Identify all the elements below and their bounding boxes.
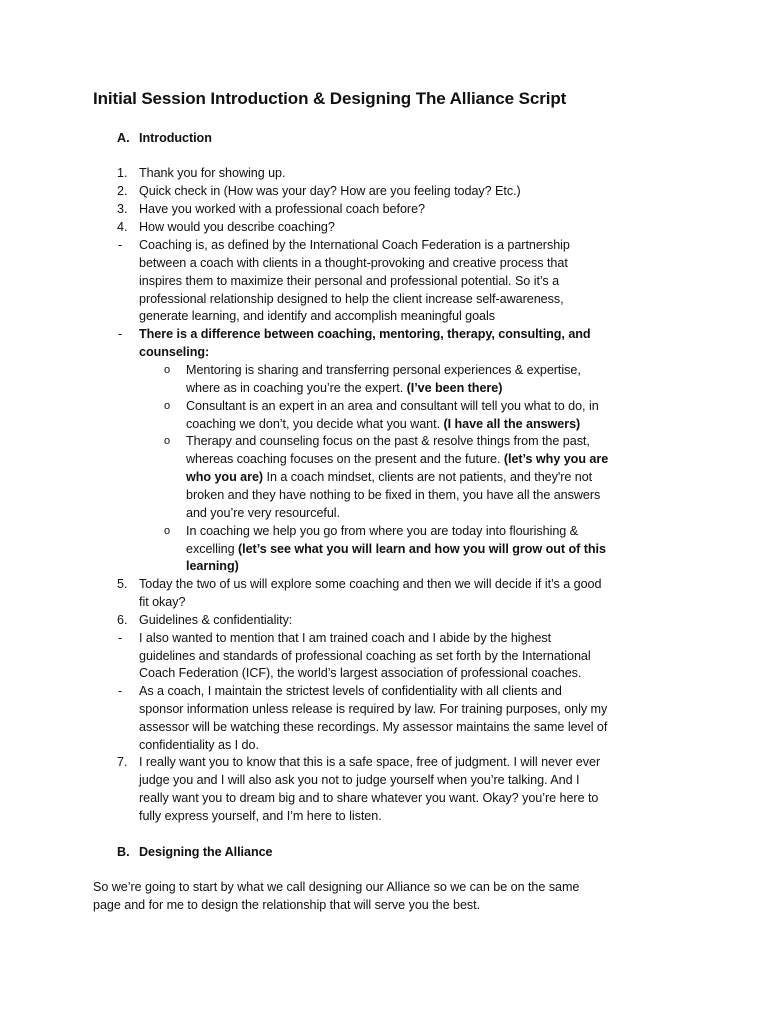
- dash-marker: -: [118, 631, 123, 645]
- text-span: whereas coaching focuses on the present and the future.: [186, 452, 501, 466]
- bold-span: who you are): [186, 470, 264, 484]
- paragraph-line: generate learning, and identify and accomplish meaningful goals: [139, 309, 496, 323]
- list-item: How would you describe coaching?: [139, 220, 335, 234]
- text-span: where as in coaching you’re the expert.: [186, 381, 404, 395]
- sub-bullet: o: [164, 435, 171, 447]
- list-item: Have you worked with a professional coach before?: [139, 202, 425, 216]
- paragraph-line: confidentiality as I do.: [139, 738, 259, 752]
- section-b-heading: Designing the Alliance: [139, 845, 273, 859]
- dash-marker: -: [118, 238, 123, 252]
- paragraph-line: and you’re very resourceful.: [186, 506, 340, 520]
- list-item: fit okay?: [139, 595, 186, 609]
- text-span: coaching we don’t, you decide what you want.: [186, 417, 441, 431]
- bold-span: (let’s see what you will learn and how you will grow out of this: [238, 542, 606, 556]
- paragraph-line: counseling:: [139, 345, 210, 359]
- paragraph-line: So we’re going to start by what we call designing our Alliance so we can be on the same: [93, 880, 580, 894]
- list-item: really want you to dream big and to share whatever you want. Okay? you’re here to: [139, 791, 599, 805]
- list-marker: 3.: [117, 202, 128, 216]
- dash-marker: -: [118, 327, 123, 341]
- bold-span: (I’ve been there): [406, 381, 503, 395]
- list-marker: 5.: [117, 577, 128, 591]
- paragraph-line: [186, 415, 580, 433]
- text-span: excelling: [186, 542, 235, 556]
- paragraph-line: Therapy and counseling focus on the past & resolve things from the past,: [186, 434, 590, 448]
- paragraph-line: learning): [186, 559, 239, 573]
- dash-marker: -: [118, 684, 123, 698]
- text-span: In a coach mindset, clients are not patients, and they're not: [266, 470, 593, 484]
- paragraph-line: I also wanted to mention that I am trained coach and I abide by the highest: [139, 631, 552, 645]
- paragraph-line: sponsor information unless release is required by law. For training purposes, only my: [139, 702, 608, 716]
- paragraph-line: between a coach with clients in a thought-provoking and creative process that: [139, 256, 568, 270]
- list-item: Guidelines & confidentiality:: [139, 613, 293, 627]
- paragraph-line: broken and they have nothing to be fixed in them, you have all the answers: [186, 488, 601, 502]
- sub-bullet: o: [164, 364, 171, 376]
- list-item: Quick check in (How was your day? How are you feeling today? Etc.): [139, 184, 521, 198]
- sub-bullet: o: [164, 525, 171, 537]
- paragraph-line: [186, 450, 608, 468]
- section-a-heading: Introduction: [139, 131, 212, 145]
- paragraph-line: Coach Federation (ICF), the world’s largest association of professional coaches.: [139, 666, 582, 680]
- list-marker: 4.: [117, 220, 128, 234]
- list-marker: 7.: [117, 755, 128, 769]
- sub-bullet: o: [164, 400, 171, 412]
- list-marker: 2.: [117, 184, 128, 198]
- paragraph-line: inspires them to maximize their personal and professional potential. So it’s a: [139, 274, 560, 288]
- paragraph-line: assessor will be watching these recordings. My assessor maintains the same level of: [139, 720, 608, 734]
- paragraph-line: professional relationship designed to help the client increase self-awareness,: [139, 292, 564, 306]
- paragraph-line: page and for me to design the relationship that will serve you the best.: [93, 898, 481, 912]
- paragraph-line: In coaching we help you go from where you are today into flourishing &: [186, 524, 579, 538]
- bold-span: (let’s why you are: [503, 452, 609, 466]
- paragraph-line: [186, 379, 502, 397]
- paragraph-line: Mentoring is sharing and transferring personal experiences & expertise,: [186, 363, 581, 377]
- paragraph-line: Coaching is, as defined by the International Coach Federation is a partnership: [139, 238, 570, 252]
- document-title: Initial Session Introduction & Designing The Alliance Script: [93, 89, 567, 108]
- list-item: judge you and I will also ask you not to judge yourself when you’re talking. And I: [139, 773, 580, 787]
- list-item: Today the two of us will explore some coaching and then we will decide if it’s a good: [139, 577, 602, 591]
- paragraph-line: [186, 540, 606, 558]
- section-b-marker: B.: [117, 845, 130, 859]
- bold-span: (I have all the answers): [443, 417, 581, 431]
- list-marker: 1.: [117, 166, 128, 180]
- list-item: I really want you to know that this is a safe space, free of judgment. I will never ever: [139, 755, 601, 769]
- list-item: Thank you for showing up.: [139, 166, 286, 180]
- paragraph-line: Consultant is an expert in an area and consultant will tell you what to do, in: [186, 399, 599, 413]
- section-a-marker: A.: [117, 131, 130, 145]
- list-marker: 6.: [117, 613, 128, 627]
- paragraph-line: As a coach, I maintain the strictest levels of confidentiality with all clients and: [139, 684, 562, 698]
- list-item: fully express yourself, and I’m here to listen.: [139, 809, 382, 823]
- paragraph-line: guidelines and standards of professional coaching as set forth by the International: [139, 649, 591, 663]
- paragraph-line: [186, 468, 592, 486]
- paragraph-line: There is a difference between coaching, mentoring, therapy, consulting, and: [139, 327, 591, 341]
